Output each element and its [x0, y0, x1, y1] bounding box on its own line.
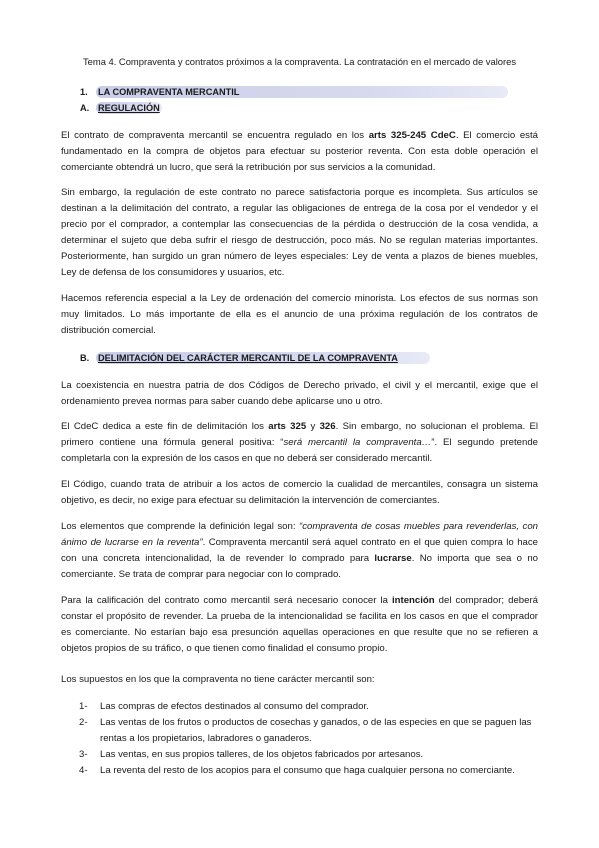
paragraph: Hacemos referencia especial a la Ley de ordenación del comercio minorista. Los efectos de sus normas son muy limitados. Lo más importante de ella es el anuncio de una próxima regulación de los contratos de distribución comercial.: [61, 293, 538, 336]
subsection-heading-a: [80, 100, 160, 116]
text-run: Para la calificación del contrato como mercantil será necesario conocer la: [61, 595, 392, 606]
section-title: LA COMPRAVENTA MERCANTIL: [98, 87, 240, 97]
text-run: Los elementos que comprende la definición legal son:: [61, 521, 299, 532]
list-item: [79, 763, 539, 779]
list-item-text: Las compras de efectos destinados al consumo del comprador.: [100, 701, 369, 712]
list-number: 2-: [79, 717, 88, 728]
text-run: y: [306, 421, 320, 432]
paragraph: Los supuestos en los que la compraventa no tiene carácter mercantil son:: [61, 674, 375, 685]
document-title: Tema 4. Compraventa y contratos próximos a la compraventa. La contratación en el mercado de valores: [82, 56, 517, 67]
subsection-title: REGULACIÓN: [98, 103, 160, 113]
italic-run: será mercantil la compraventa…: [283, 437, 432, 448]
list-number: 4-: [79, 765, 88, 776]
list-item-text: Las ventas de los frutos o productos de cosechas y ganados, o de las especies en que se paguen las rentas a los propietarios, labradores o ganaderos.: [100, 717, 532, 744]
list-number: 3-: [79, 749, 88, 760]
text-run: El CdeC dedica a este fin de delimitación los: [61, 421, 269, 432]
paragraph: La coexistencia en nuestra patria de dos Códigos de Derecho privado, el civil y el mercantil, exige que el ordenamiento prevea normas para saber cuando debe aplicarse uno u otro.: [61, 380, 538, 407]
section-number: 1.: [80, 87, 88, 97]
section-heading-1: [80, 84, 239, 100]
text-run: . Sin embargo, no solucionan el problema. El primero contiene una fórmula general positiva: “: [61, 421, 538, 448]
bold-run: intención: [391, 595, 435, 606]
subsection-letter: A.: [80, 103, 90, 113]
paragraph: Sin embargo, la regulación de este contrato no parece satisfactoria porque es incompleta. Sus artículos se destinan a la delimitación del contrato, a regular las obligaciones de entrega de la cosa por el vendedor y el precio por el comprador, a contemplar las consecuencias de la pérdida o destrucción de la cosa vendida, a determinar el sujeto que deba sufrir el riesgo de destrucción, poco más. No se regulan materias importantes. Posteriormente, han surgido un gran número de leyes especiales: Ley de venta a plazos de bienes muebles, Ley de defensa de los consumidores y usuarios, etc.: [61, 187, 538, 278]
list-item: [79, 699, 539, 715]
bold-run: arts 325-245 CdeC: [368, 130, 456, 141]
text-run: . No importa que sea o no comerciante. Se trata de comprar para negociar con lo comprado.: [61, 553, 538, 580]
numbered-list: [79, 699, 539, 779]
subsection-letter: B.: [80, 353, 90, 363]
paragraph: [61, 593, 538, 657]
list-item-text: Las ventas, en sus propios talleres, de los objetos fabricados por artesanos.: [100, 749, 424, 760]
bold-run: lucrarse: [374, 553, 412, 564]
paragraph: El Código, cuando trata de atribuir a los actos de comercio la cualidad de mercantiles, consagra un sistema objetivo, es decir, no exige para efectuar su delimitación la intervención de comerciantes.: [61, 479, 538, 506]
paragraph: [61, 128, 538, 176]
italic-run: “compraventa de cosas muebles para revenderlas, con ánimo de lucrarse en la reventa”: [61, 521, 539, 548]
text-run: . El comercio está fundamentado en la compra de objetos para efectuar su posterior reventa. Con esta doble operación el comerciante obtendrá un lucro, que será la retribución por sus servicios a la comunidad.: [61, 130, 538, 173]
paragraph: [61, 519, 538, 583]
list-number: 1-: [79, 701, 88, 712]
text-run: . Compraventa mercantil será aquel contrato en el que quien compra lo hace con una concreta intencionalidad, la de revender lo comprado para: [61, 537, 538, 564]
bold-run: 326: [319, 421, 336, 432]
list-item: [79, 715, 539, 747]
list-item: [79, 747, 539, 763]
bold-run: arts 325: [268, 421, 307, 432]
paragraph: [61, 419, 538, 467]
text-run: del comprador; deberá constar el propósito de revender. La prueba de la intencionalidad se facilita en los casos en que el comprador es comerciante. No estarían bajo esa presunción aquellas operaciones en que resulte que no se refieren a objetos propios de su tráfico, o que tienen como finalidad el consumo propio.: [61, 595, 538, 654]
subsection-heading-b: [80, 350, 398, 366]
text-run: El contrato de compraventa mercantil se encuentra regulado en los: [61, 130, 369, 141]
subsection-title: DELIMITACIÓN DEL CARÁCTER MERCANTIL DE LA COMPRAVENTA: [98, 353, 398, 363]
text-run: ”. El segundo pretende completarla con la expresión de los casos en que no deberá ser considerado mercantil.: [61, 437, 538, 464]
list-item-text: La reventa del resto de los acopios para el consumo que haga cualquier persona no comerciante.: [100, 765, 515, 776]
